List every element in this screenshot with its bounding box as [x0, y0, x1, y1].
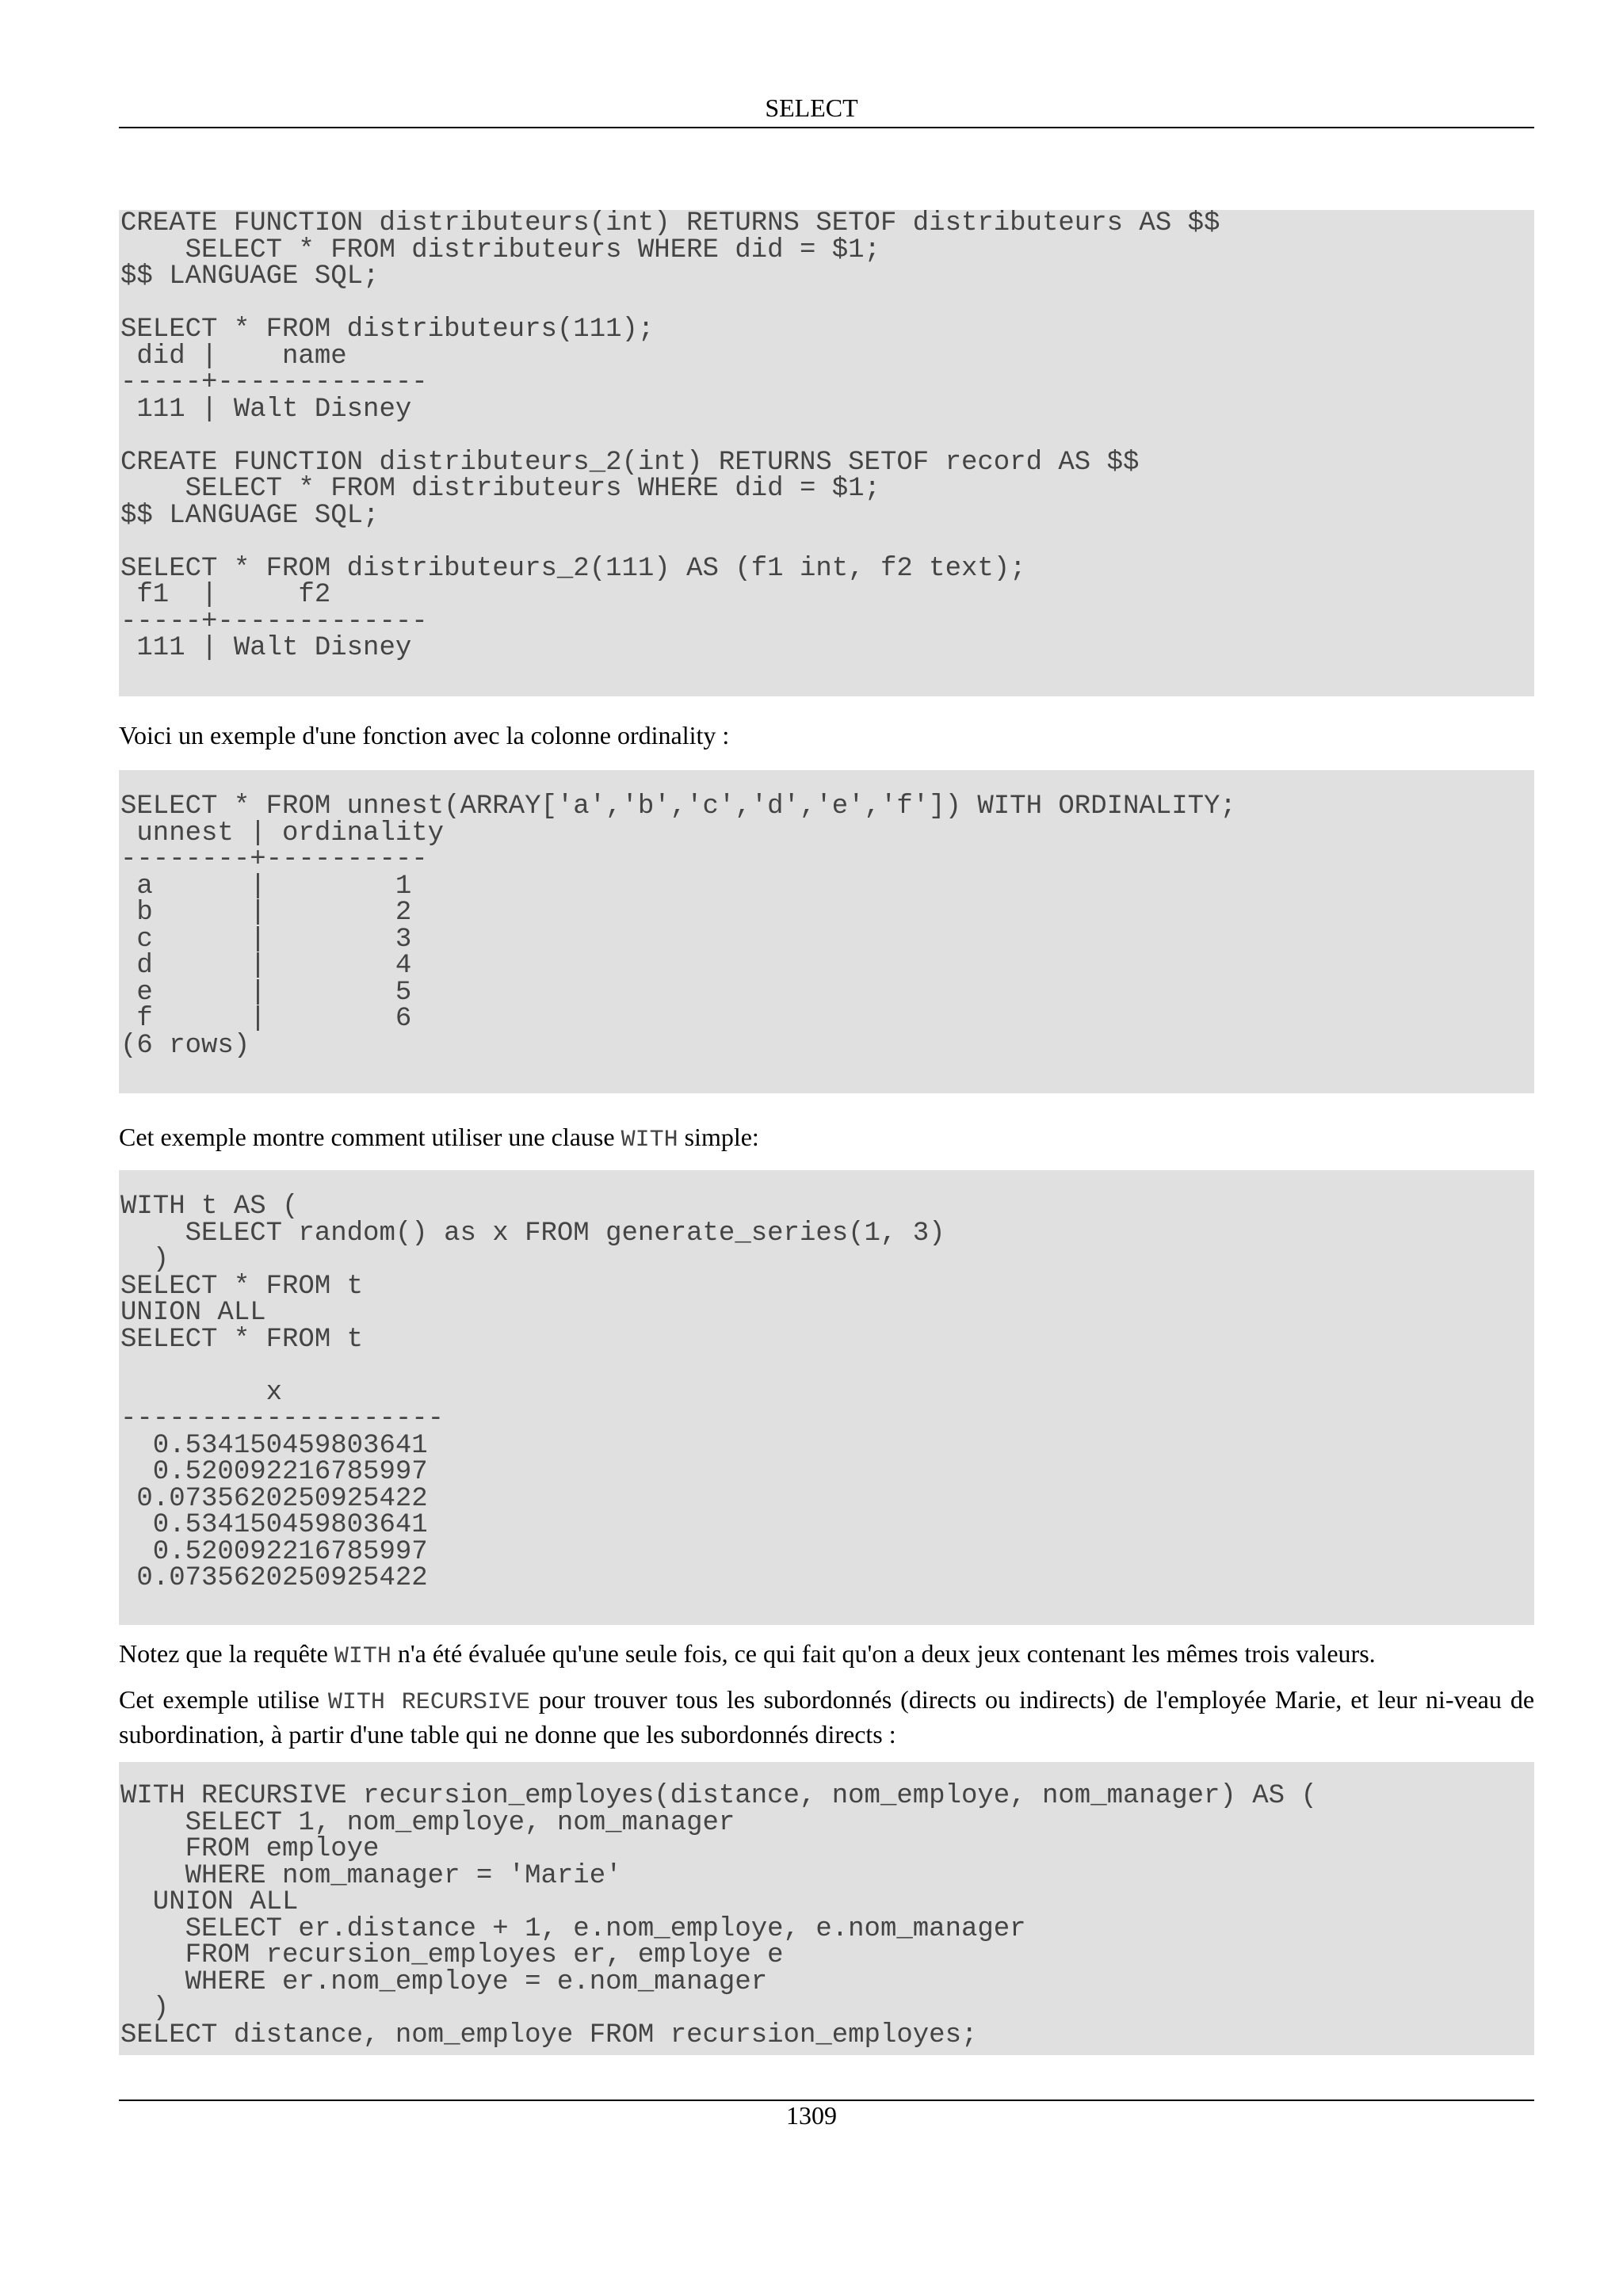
paragraph-with-intro-after: simple:	[678, 1123, 759, 1151]
inline-code-with-note: WITH	[334, 1643, 391, 1670]
page-header-title: SELECT	[765, 93, 858, 122]
code-block-functions: CREATE FUNCTION distributeurs(int) RETURNS SETOF distributeurs AS $$ SELECT * FROM distributeurs WHERE did = $1; $$ LANGUAGE SQL; SELECT * FROM distributeurs(111); did | name -----+------------- 111 | Walt Disney CREATE FUNCTION distributeurs_2(int) RETURNS SETOF record AS $$ SELECT * FROM distributeurs WHERE did = $1; $$ LANGUAGE SQL; SELECT * FROM distributeurs_2(111) AS (f1 int, f2 text); f1 | f2 -----+------------- 111 | Walt Disney	[119, 210, 1534, 696]
paragraph-recursive-intro	[119, 1684, 1534, 1750]
paragraph-recursive-intro-before: Cet exemple utilise	[119, 1685, 328, 1714]
inline-code-with: WITH	[621, 1127, 678, 1154]
paragraph-ordinality-intro: Voici un exemple d'une fonction avec la colonne ordinality :	[119, 721, 730, 749]
inline-code-with-recursive: WITH RECURSIVE	[327, 1689, 530, 1716]
code-block-with: WITH t AS ( SELECT random() as x FROM generate_series(1, 3) ) SELECT * FROM t UNION ALL SELECT * FROM t x -------------------- 0.534150459803641 0.520092216785997 0.0735620250925422 0.534150459803641 0.520092216785997 0.0735620250925422	[119, 1170, 1534, 1625]
code-block-ordinality: SELECT * FROM unnest(ARRAY['a','b','c','d','e','f']) WITH ORDINALITY; unnest | ordinality --------+---------- a | 1 b | 2 c | 3 d | 4 e | 5 f | 6 (6 rows)	[119, 770, 1534, 1093]
code-block-recursive: WITH RECURSIVE recursion_employes(distance, nom_employe, nom_manager) AS ( SELECT 1, nom_employe, nom_manager FROM employe WHERE nom_manager = 'Marie' UNION ALL SELECT er.distance + 1, e.nom_employe, e.nom_manager FROM recursion_employes er, employe e WHERE er.nom_employe = e.nom_manager ) SELECT distance, nom_employe FROM recursion_employes;	[119, 1762, 1534, 2055]
page-number: 1309	[786, 2101, 837, 2130]
paragraph-with-note-before: Notez que la requête	[119, 1639, 334, 1668]
paragraph-with-note-after: n'a été évaluée qu'une seule fois, ce qui fait qu'on a deux jeux contenant les mêmes trois valeurs.	[391, 1639, 1376, 1668]
header-rule	[119, 127, 1534, 128]
paragraph-with-intro	[119, 1121, 1534, 1156]
paragraph-recursive-intro-after: pour trouver tous les subordonnés (directs ou indirects) de l'employée Marie, et leur ni-veau de subordination, à partir d'une table qui ne donne que les subordonnés directs :	[119, 1685, 1535, 1749]
paragraph-with-note	[119, 1638, 1534, 1672]
paragraph-with-intro-before: Cet exemple montre comment utiliser une clause	[119, 1123, 621, 1151]
